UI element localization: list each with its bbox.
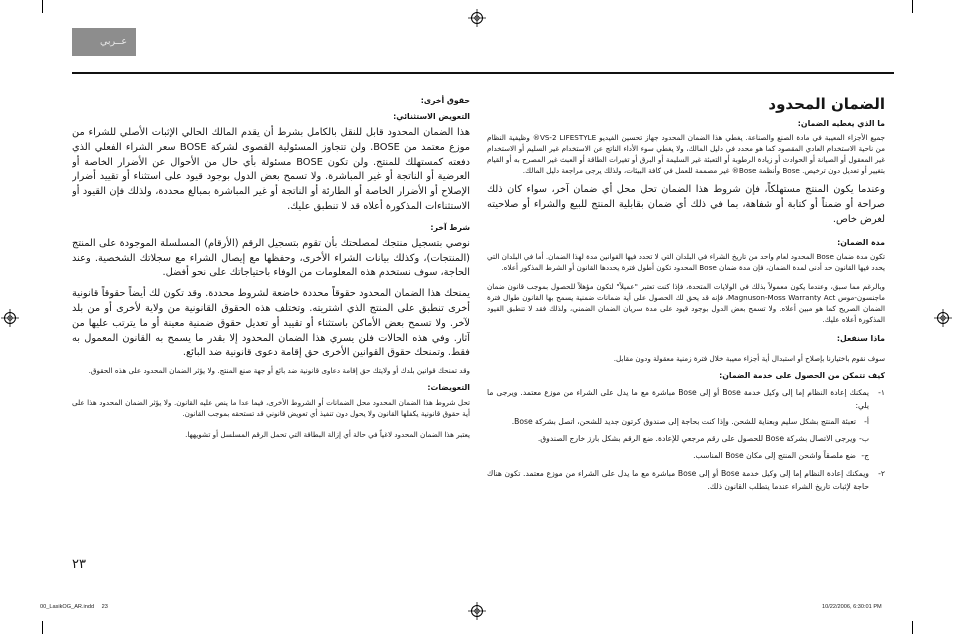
step-marker: ٢- <box>878 469 885 479</box>
exclusive-remedy-heading: التعويض الاستثنائي: <box>393 112 470 121</box>
remedy-paragraph: سوف نقوم باختيارنا بإصلاح أو استبدال أية أجزاء معيبة خلال فترة زمنية معقولة ودون مقابل. <box>613 354 885 364</box>
crop-mark <box>42 0 43 13</box>
other-rights-heading: حقوق أخرى: <box>420 96 470 105</box>
local-laws-paragraph: وقد تمنحك قوانين بلدك أو ولايتك حق إقامة دعاوى قانونية ضد بائع أو جهة صنع المنتج. ولا يؤثر الضمان المحدود على هذه الحقوق. <box>88 366 470 376</box>
step-text: ضع ملصقاً واشحن المنتج إلى مكان Bose المناسب. <box>693 451 856 461</box>
crop-mark <box>42 621 43 634</box>
footer-timestamp: 10/22/2006, 6:30:01 PM <box>822 604 882 610</box>
void-paragraph: يعتبر هذا الضمان المحدود لاغياً في حالة أي إزالة البطاقة التي تحمل الرقم المسلسل أو تشويهها. <box>185 430 470 440</box>
duration-heading: مدة الضمان: <box>837 238 885 248</box>
legal-rights-paragraph: يمنحك هذا الضمان المحدود حقوقاً محددة خاضعة لشروط محددة. وقد تكون لك أيضاً حقوقاً قانونية أخرى تنطبق على المنتج الذي اشتريته. وتختلف هذه الحقوق القانونية من ولاية لأخرى أو من بلد لآخر. ولا تسمح بعض الأماكن باستثناء أو تقييد أو تعديل حقوق ضمنية معينة أو ما يترتب عليها من آثار. وفي هذه الحالات فلن يسري هذا الضمان المحدود إلا بقدر ما يسمح به القانون المعمول به فقط. وتمنحك حقوق القوانين الأخرى حق إقامة دعوى قانونية ضد البائع. <box>72 288 470 359</box>
language-tab-label: عــربي <box>99 36 127 47</box>
registration-paragraph: نوصي بتسجيل منتجك لمصلحتك بأن تقوم بتسجيل الرقم (الأرقام) المسلسلة الموجودة على المنتج (المنتجات)، وكذلك بيانات الشراء الأخرى، وحفظها مع إيصال الشراء مع سجلاتك الشخصية. وعند الحاجة، سوف نستخدم هذه المعلومات من الوفاء باحتياجاتك على نحو أفضل. <box>72 237 470 279</box>
registration-mark-icon <box>934 309 952 327</box>
step-text: ويرجى الاتصال بشركة Bose للحصول على رقم مرجعي للإعادة. ضع الرقم بشكل بارز خارج الصندوق. <box>537 434 856 444</box>
limited-warranty-column <box>487 92 885 552</box>
coverage-heading: ما الذي يغطيه الضمان: <box>797 119 885 128</box>
service-substep <box>487 449 885 462</box>
exclusive-remedy-paragraph: هذا الضمان المحدود قابل للنقل بالكامل بشرط أن يقدم المالك الحالي الإثبات الأصلي للشراء من موزع معتمد من BOSE. ولن تتجاوز المسئولية القصوى لشركة BOSE سعر الشراء الفعلي الذي دفعته كمستهلك للمنتج. ولن تكون BOSE مسئولة بأي حال من الأحوال عن الأضرار الخاصة أو العرضية أو الناتجة أو غير المباشرة. ولا تسمح بعض الدول بوجود قيود على استثناء أو تقييد أضرار الإصلاح أو الأضرار الخاصة أو الطارئة أو الناتجة أو غير المباشرة بمبالغ محددة، ولذلك فإن القيود أو الاستثناءات المذكورة أعلاه قد لا تنطبق عليك. <box>72 127 470 212</box>
registration-mark-icon <box>468 9 486 27</box>
step-text: يمكنك إعادة النظام إما إلى وكيل خدمة Bose أو إلى Bose مباشرة مع ما يدل على الشراء من موزع معتمد. ويرجى ما يلي: <box>487 388 869 411</box>
other-condition-heading: شرط آخر: <box>430 222 470 232</box>
remedy-heading: ماذا سنفعل: <box>836 334 885 344</box>
page-number: ٢٣ <box>72 557 86 572</box>
service-heading: كيف تتمكن من الحصول على خدمة الضمان: <box>719 371 885 381</box>
duration-paragraph: تكون مدة ضمان Bose المحدود لعام واحد من تاريخ الشراء في البلدان التي لا تحدد فيها القوانين مدة لهذا الضمان. أما في البلدان التي يحدد فيها القانون حد أدنى لمدة الضمان، فإن مدة ضمان Bose المحدود تكون أطول فترة يحددها القانون أو الشرط المذكور أعلاه. <box>487 252 885 273</box>
crop-mark <box>912 0 913 13</box>
registration-mark-icon <box>468 602 486 620</box>
step-marker: ب- <box>859 434 869 444</box>
service-step <box>487 467 885 493</box>
footer-file-page: 23 <box>101 604 108 610</box>
service-substep <box>487 432 885 445</box>
language-tab <box>72 28 136 56</box>
footer-file-name: 00_LasikOG_AR.indd <box>40 604 95 610</box>
page-title: الضمان المحدود <box>768 95 885 113</box>
us-warranty-paragraph: وبالرغم مما سبق، وعندما يكون معمولاً بذلك في الولايات المتحدة، فإذا كنت تعتبر "عميلاً" لتكون مؤهلاً للحصول بموجب قانون ضمان ماجنسون-موس Magnuson-Moss Warranty Act، فإنه قد يحق لك الحصول على أية ضمانات ضمنية يسمح بها القانون طوال فترة الضمان الصريح كما هو مبين أعلاه. ولا تسمح بعض الدول بوجود قيود على مدة سريان الضمان الضمني، ولذلك فقد لا تنطبق القيود المذكورة أعلاه عليك. <box>487 282 885 325</box>
step-text: ويمكنك إعادة النظام إما إلى وكيل خدمة Bose أو إلى Bose مباشرة مع ما يدل على الشراء من موزع معتمد. تكون هناك حاجة لإثبات تاريخ الشراء عندما يتطلب القانون ذلك. <box>487 469 869 492</box>
crop-mark <box>912 621 913 634</box>
step-marker: ج- <box>861 451 869 461</box>
consumer-paragraph: وعندما يكون المنتج مستهلكاً، فإن شروط هذا الضمان تحل محل أي ضمان آخر، سواء كان ذلك صراحة أو ضمناً أو كتابة أو شفاهة، بما في ذلك أي ضمان بقابلية المنتج للبيع والشراء أو صلاحيته لغرض خاص. <box>487 184 885 225</box>
remedies-paragraph: تحل شروط هذا الضمان المحدود محل الضمانات أو الشروط الأخرى، فيما عدا ما ينص عليه القانون. ولا يؤثر الضمان المحدود هذا على أية حقوق قانونية يكفلها القانون ولا يحول دون تنفيذ أي تعويض قانوني قد تستحقه بموجب القانون. <box>72 398 470 419</box>
header-rule <box>72 72 894 74</box>
step-marker: ١- <box>878 388 885 398</box>
other-rights-column <box>72 95 470 550</box>
registration-mark-icon <box>1 309 19 327</box>
step-text: تعبئة المنتج بشكل سليم وبعناية للشحن. وإذا كنت بحاجة إلى صندوق كرتون جديد للشحن، اتصل بشركة Bose. <box>511 417 856 427</box>
step-marker: أ- <box>864 417 869 427</box>
coverage-paragraph: جميع الأجزاء المعيبة في مادة الصنع والصناعة. يغطي هذا الضمان المحدود جهاز تحسين الفيديو VS-2 LIFESTYLE® وظيفية النظام من ناحية الاستخدام العادي المقصود كما هو محدد في دليل المالك، ولا يغطي سوء الأداء الناتج عن الاستخدام غير السليم أو الاستخدام غير المعقول أو الصيانة أو الحوادث أو زيادة الرطوبة أو التعبئة غير السليمة أو البرق أو تغيرات الطاقة أو العبث غير المصرح به أو القيام بتغيير أو تعديل دون ترخيص. Bose وأنظمة Bose® غير مصممة للعمل في كافة البيئات، ولذلك يرجى مراجعة دليل المالك. <box>487 133 885 175</box>
service-substep <box>487 415 885 428</box>
footer-file-info <box>40 604 108 610</box>
service-step <box>487 386 885 412</box>
remedies-heading: التعويضات: <box>427 383 470 393</box>
